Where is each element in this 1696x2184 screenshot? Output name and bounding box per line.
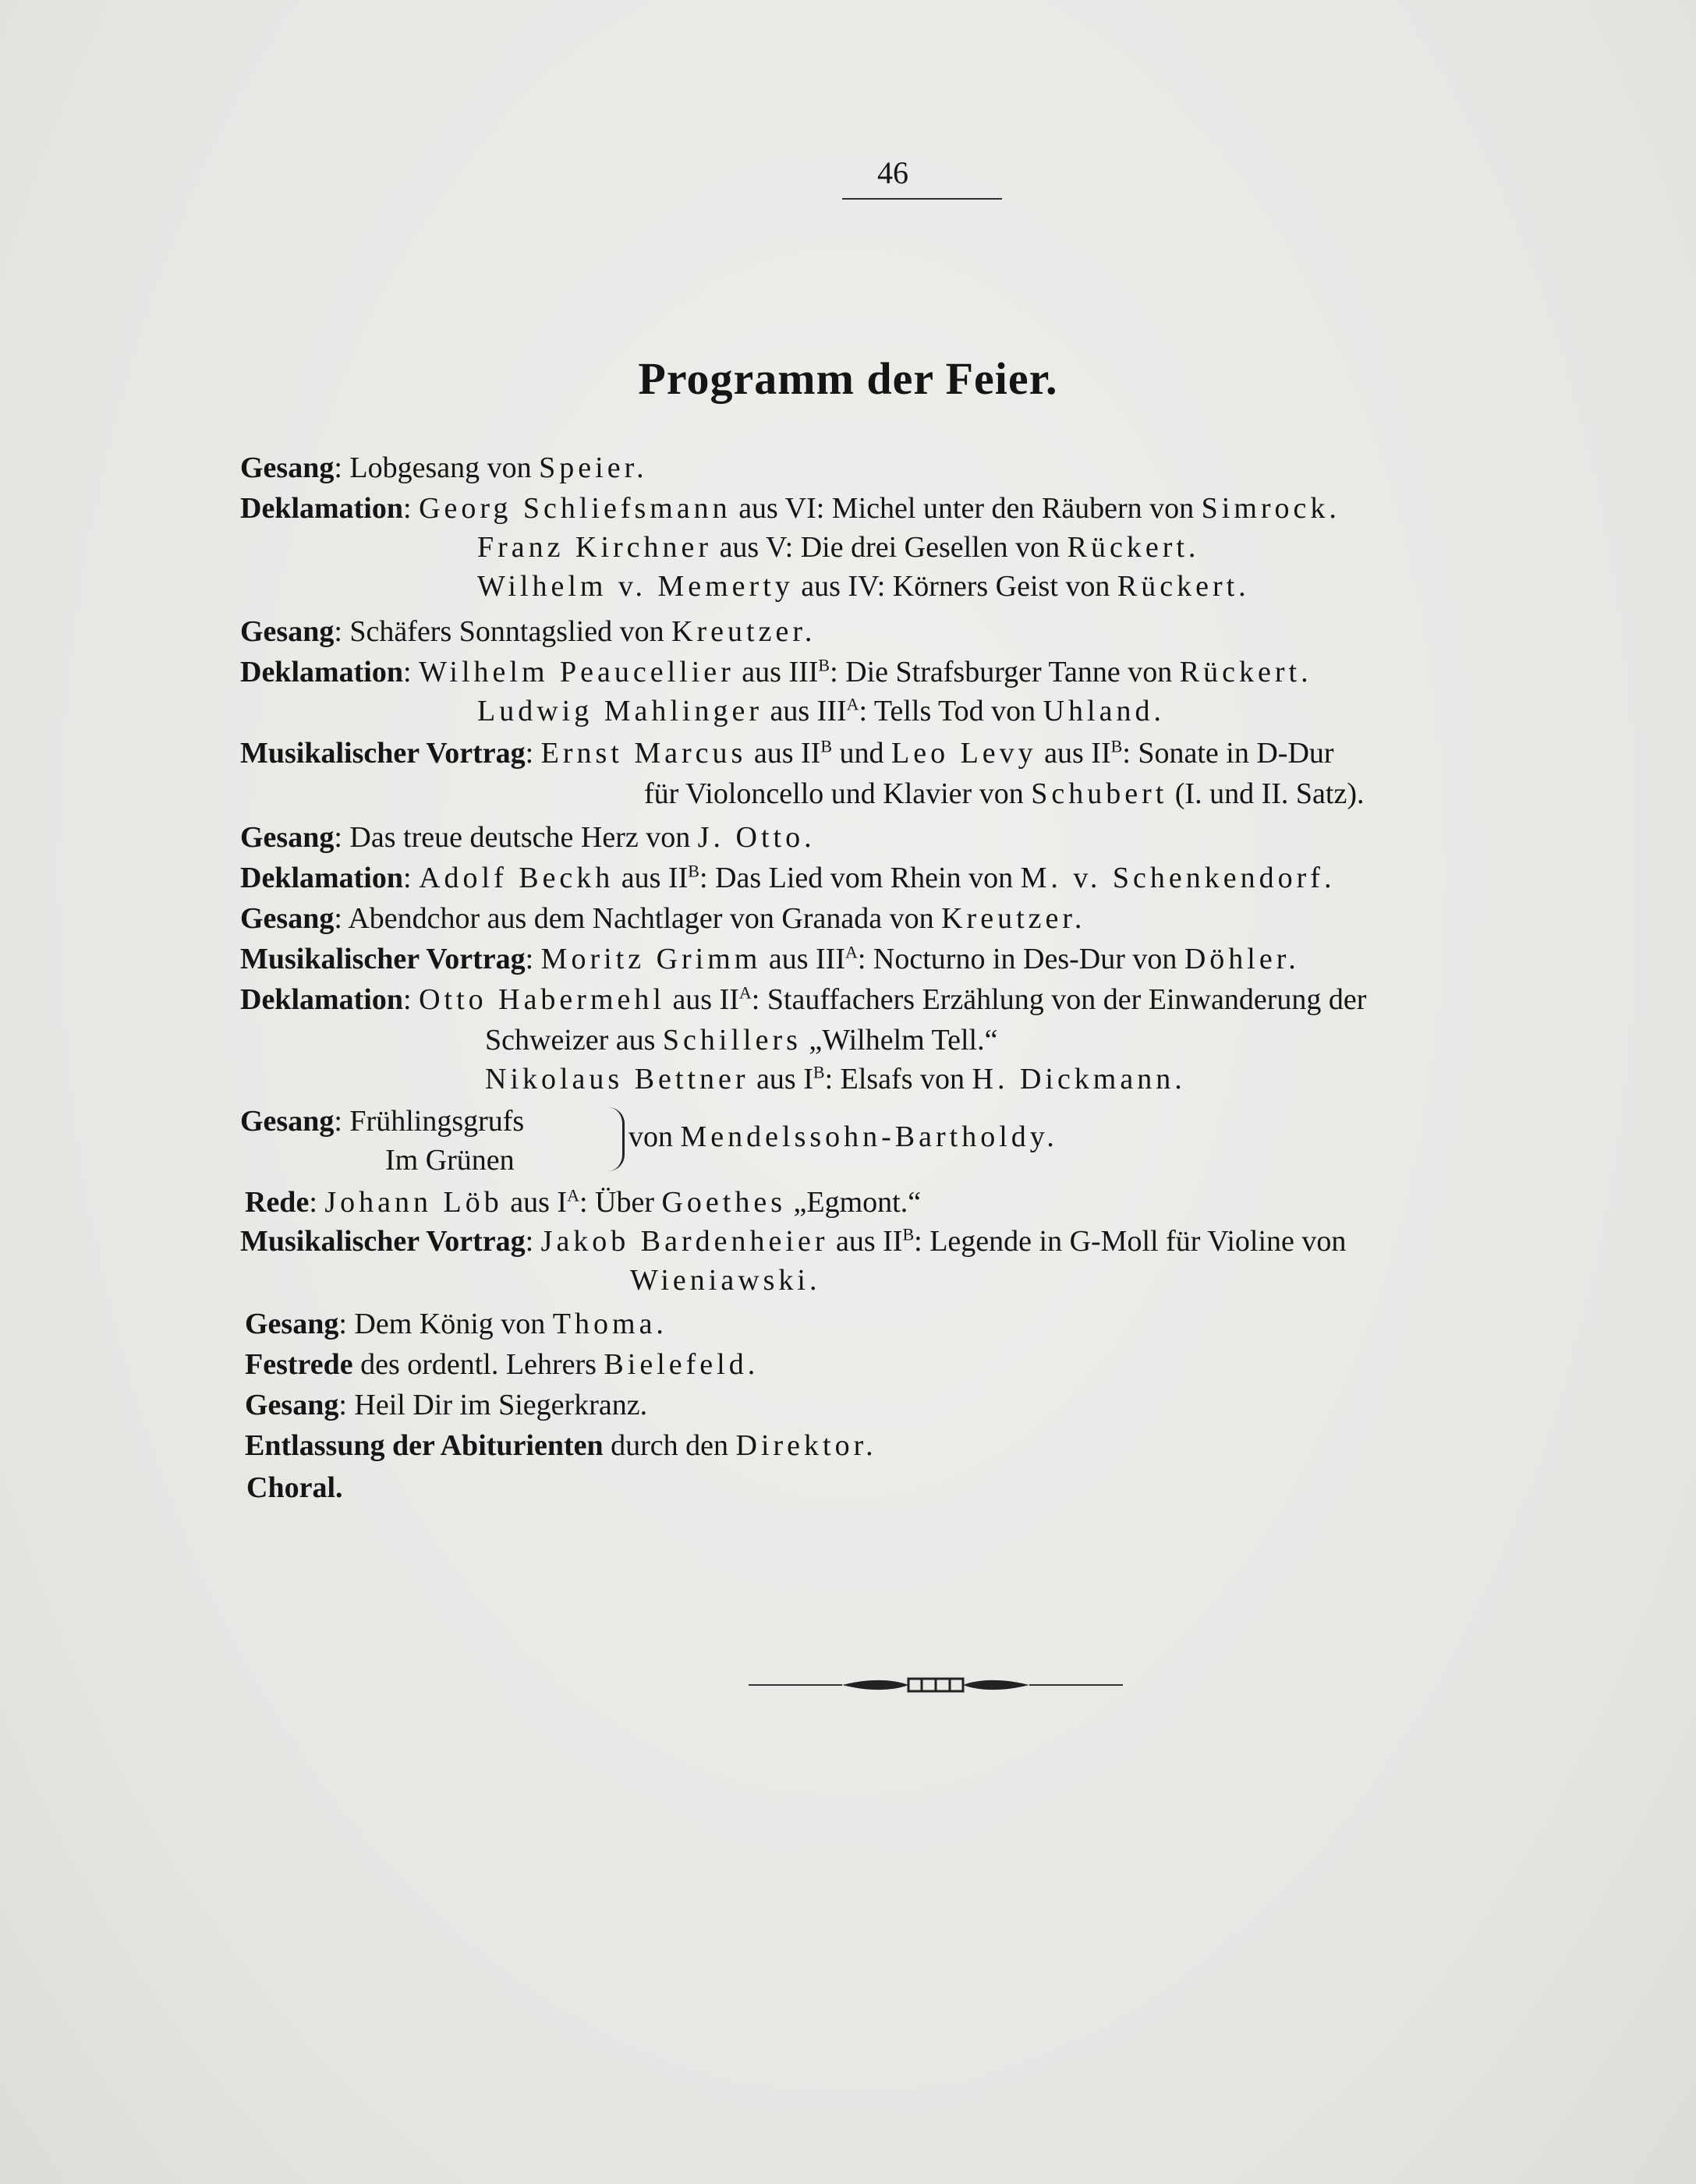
spaced-name: Rückert. xyxy=(1179,656,1312,688)
spaced-name: Nikolaus Bettner xyxy=(485,1063,749,1096)
spaced-name: Direktor. xyxy=(735,1429,877,1462)
program-text: aus II xyxy=(746,737,821,770)
program-text: Abendchor aus dem Nachtlager von Granada von xyxy=(348,902,942,935)
program-line-2: Deklamation: Georg Schliefsmann aus VI: Michel unter den Räubern von Simrock. xyxy=(240,492,1340,525)
program-text: durch den xyxy=(611,1429,736,1462)
program-line-1: Gesang: Lobgesang von Speier. xyxy=(240,451,648,484)
spaced-name: Speier. xyxy=(539,451,648,484)
spaced-name: Leo Levy xyxy=(891,737,1037,770)
program-text: Schäfers Sonntagslied von xyxy=(349,615,672,648)
program-line-4 xyxy=(477,569,1250,605)
program-line-15 xyxy=(485,1023,997,1059)
program-text: für Violoncello und Klavier von xyxy=(644,777,1032,810)
class-superscript: A xyxy=(567,1185,579,1205)
program-label: Gesang xyxy=(240,1105,335,1138)
program-label: Deklamation xyxy=(240,983,403,1016)
program-text: Schweizer aus xyxy=(485,1024,663,1057)
program-text: : Nocturno in Des-Dur von xyxy=(857,943,1184,975)
program-text: : Das Lied vom Rhein von xyxy=(699,862,1021,894)
spaced-name: Ernst Marcus xyxy=(540,737,747,770)
program-text: Im Grünen xyxy=(385,1144,515,1177)
spaced-name: M. v. Schenkendorf. xyxy=(1020,862,1336,894)
program-label: Musikalischer Vortrag xyxy=(240,1225,526,1258)
program-text: : Sonate in D-Dur xyxy=(1122,737,1334,770)
program-line-17: Gesang: Frühlingsgrufs xyxy=(240,1105,525,1138)
class-superscript: B xyxy=(902,1224,915,1244)
spaced-name: Rückert. xyxy=(1067,531,1200,564)
program-line-6: Deklamation: Wilhelm Peaucellier aus $III^B$: Die Strafsburger Tanne von Rückert. xyxy=(240,655,1312,688)
spaced-name: Ludwig Mahlinger xyxy=(477,695,763,727)
program-line-12: Gesang: Abendchor aus dem Nachtlager von Granada von Kreutzer. xyxy=(240,902,1086,935)
program-text: : Über xyxy=(579,1186,662,1219)
class-superscript: B xyxy=(688,861,699,881)
program-label: Musikalischer Vortrag xyxy=(240,943,526,975)
program-text: : Tells Tod von xyxy=(859,695,1043,727)
program-text: aus II xyxy=(614,862,689,894)
program-text: aus III xyxy=(734,656,819,688)
program-label: Gesang xyxy=(240,902,335,935)
program-label: Rede xyxy=(245,1186,310,1219)
program-text: „Wilhelm Tell.“ xyxy=(801,1024,998,1057)
program-text: aus II xyxy=(1036,737,1111,770)
spaced-name: Simrock. xyxy=(1201,492,1340,525)
program-label: Choral. xyxy=(246,1471,343,1504)
program-label: Gesang xyxy=(240,615,335,648)
class-superscript: B xyxy=(1110,736,1123,756)
class-superscript: A xyxy=(844,942,858,962)
page-number-rule xyxy=(842,198,1002,200)
program-line-9 xyxy=(644,777,1364,812)
program-label: Musikalischer Vortrag xyxy=(240,737,526,770)
program-label: Gesang xyxy=(245,1389,339,1421)
spaced-name: Georg Schliefsmann xyxy=(419,492,731,525)
spaced-name: Wilhelm v. Memerty xyxy=(477,570,794,603)
class-superscript: B xyxy=(818,655,830,675)
program-label: Entlassung der Abiturienten xyxy=(245,1429,604,1462)
program-label: Deklamation xyxy=(240,862,403,894)
spaced-name: Wilhelm Peaucellier xyxy=(419,656,735,688)
spaced-name: H. Dickmann. xyxy=(972,1063,1186,1096)
program-text: : Legende in G-Moll für Violine von xyxy=(914,1225,1347,1258)
spaced-name: Wieniawski. xyxy=(630,1264,821,1297)
page-title: Programm der Feier. xyxy=(638,353,1058,404)
program-text: aus V: Die drei Gesellen von xyxy=(712,531,1068,564)
program-text: und xyxy=(832,737,891,770)
program-text: Lobgesang von xyxy=(349,451,540,484)
class-superscript: A xyxy=(846,694,859,714)
program-text: des ordentl. Lehrers xyxy=(360,1348,604,1381)
program-line-14: Deklamation: Otto Habermehl aus $II^A$: Stauffachers Erzählung von der Einwanderung der xyxy=(240,982,1367,1016)
program-text: aus VI: Michel unter den Räubern von xyxy=(731,492,1202,525)
program-text: : Elsafs von xyxy=(824,1063,972,1096)
program-line-19 xyxy=(628,1120,1058,1156)
program-label: Gesang xyxy=(245,1308,339,1340)
program-line-23: Gesang: Dem König von Thoma. xyxy=(245,1308,667,1340)
program-text: aus II xyxy=(664,983,739,1016)
program-line-27 xyxy=(246,1471,343,1506)
program-line-20: Rede: Johann Löb aus $I^A$: Über Goethes „Egmont.“ xyxy=(245,1185,922,1219)
spaced-name: Johann Löb xyxy=(324,1186,503,1219)
spaced-name: J. Otto. xyxy=(697,821,816,854)
program-line-22 xyxy=(630,1263,820,1299)
program-line-8: Musikalischer Vortrag: Ernst Marcus aus $II^B$ und Leo Levy aus $II^B$: Sonate in D-Dur xyxy=(240,736,1334,770)
program-label: Gesang xyxy=(240,451,335,484)
program-line-16 xyxy=(485,1062,1186,1098)
spaced-name: Jakob Bardenheier xyxy=(540,1225,829,1258)
spaced-name: Schillers xyxy=(662,1024,802,1057)
program-line-24 xyxy=(245,1347,759,1383)
spaced-name: Kreutzer. xyxy=(941,902,1086,935)
program-line-18 xyxy=(385,1143,515,1179)
spaced-name: Thoma. xyxy=(552,1308,667,1340)
program-line-25: Gesang: Heil Dir im Siegerkranz. xyxy=(245,1389,648,1421)
spaced-name: Uhland. xyxy=(1043,695,1165,727)
program-text: (I. und II. Satz). xyxy=(1167,777,1365,810)
spaced-name: Bielefeld. xyxy=(604,1348,759,1381)
spaced-name: Goethes xyxy=(661,1186,787,1219)
program-text: : Die Strafsburger Tanne von xyxy=(830,656,1180,688)
spaced-name: Mendelssohn-Bartholdy. xyxy=(680,1120,1058,1153)
program-line-10: Gesang: Das treue deutsche Herz von J. Otto. xyxy=(240,821,816,854)
program-text: aus II xyxy=(828,1225,903,1258)
class-superscript: B xyxy=(813,1062,825,1082)
program-text: „Egmont.“ xyxy=(786,1186,922,1219)
brace-mark xyxy=(608,1107,625,1171)
program-text: aus III xyxy=(761,943,845,975)
spaced-name: Döhler. xyxy=(1184,943,1300,975)
program-line-5: Gesang: Schäfers Sonntagslied von Kreutzer. xyxy=(240,615,816,648)
spaced-name: Schubert xyxy=(1031,777,1168,810)
program-text: aus I xyxy=(749,1063,813,1096)
program-text: Frühlingsgrufs xyxy=(349,1105,525,1138)
class-superscript: B xyxy=(820,736,832,756)
program-text: : Stauffachers Erzählung von der Einwanderung der xyxy=(751,983,1367,1016)
program-label: Deklamation xyxy=(240,492,403,525)
spaced-name: Moritz Grimm xyxy=(540,943,762,975)
program-label: Festrede xyxy=(245,1348,353,1381)
program-line-13: Musikalischer Vortrag: Moritz Grimm aus $III^A$: Nocturno in Des-Dur von Döhler. xyxy=(240,942,1300,975)
spaced-name: Kreutzer. xyxy=(671,615,816,648)
program-text: aus I xyxy=(502,1186,568,1219)
program-line-11: Deklamation: Adolf Beckh aus $II^B$: Das Lied vom Rhein von M. v. Schenkendorf. xyxy=(240,861,1336,894)
program-text: von xyxy=(628,1120,681,1153)
program-label: Deklamation xyxy=(240,656,403,688)
program-text: Dem König von xyxy=(354,1308,553,1340)
class-superscript: A xyxy=(738,982,752,1003)
page-number: 46 xyxy=(877,155,908,190)
program-text: aus III xyxy=(763,695,847,727)
spaced-name: Franz Kirchner xyxy=(477,531,713,564)
program-line-21: Musikalischer Vortrag: Jakob Bardenheier aus $II^B$: Legende in G-Moll für Violine von xyxy=(240,1224,1347,1258)
ornament-divider-icon xyxy=(749,1673,1123,1696)
program-line-3 xyxy=(477,530,1199,566)
spaced-name: Adolf Beckh xyxy=(419,862,614,894)
program-text: Heil Dir im Siegerkranz. xyxy=(354,1389,648,1421)
program-text: aus IV: Körners Geist von xyxy=(793,570,1117,603)
program-line-7 xyxy=(477,694,1165,730)
program-text: Das treue deutsche Herz von xyxy=(349,821,698,854)
program-label: Gesang xyxy=(240,821,335,854)
spaced-name: Rückert. xyxy=(1117,570,1250,603)
spaced-name: Otto Habermehl xyxy=(419,983,665,1016)
program-line-26 xyxy=(245,1428,877,1464)
